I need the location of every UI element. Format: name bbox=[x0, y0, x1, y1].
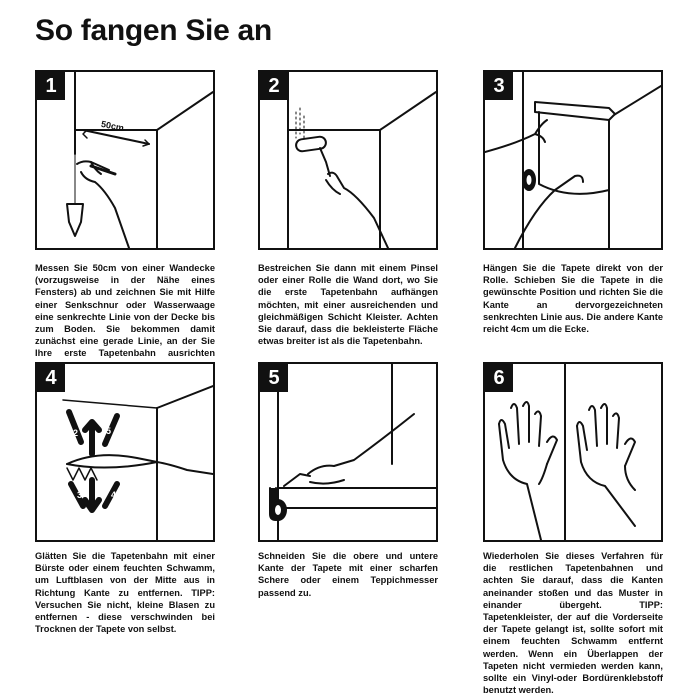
step-2-text: Bestreichen Sie dann mit einem Pinsel oder einer Rolle die Wand dort, wo Sie die erste Tapetenbahn aufhängen möchten, mit einer ausreichenden und gleichmäßigen Schicht Kleister. Achten Sie darauf, dass die bekleisterte Fläche etwas breiter ist als die Tapetenbahn. bbox=[258, 263, 438, 347]
step-1-number: 1 bbox=[37, 72, 65, 100]
step-4-number: 4 bbox=[37, 364, 65, 392]
step-4-illustration bbox=[35, 362, 215, 542]
arrow-label-2: 2 bbox=[73, 428, 79, 438]
step-5-illustration bbox=[258, 362, 438, 542]
step-5-number: 5 bbox=[260, 364, 288, 392]
step-1-text: Messen Sie 50cm von einer Wandecke (vorzugsweise in der Nähe eines Fensters) ab und zeichnen Sie mit Hilfe einer Senkschnur oder Wasserwaage eine senkrechte Linie von der Decke bis zum Boden. Sie bekommen damit zunächst eine gerade Linie, an der Sie Ihre erste Tapetenbahn ausrichten bbox=[35, 263, 215, 359]
step-6-number: 6 bbox=[485, 364, 513, 392]
step-4-text: Glätten Sie die Tapetenbahn mit einer Bürste oder einem feuchten Schwamm, um Luftblasen von der Mitte aus in Richtung Kante zu entfernen. TIPP: Versuchen Sie nicht, kleine Blasen zu entfernen - diese verschwinden bei Trocknen der Tapete von selbst. bbox=[35, 551, 215, 635]
step-6-text: Wiederholen Sie dieses Verfahren für die restlichen Tapetenbahnen und achten Sie darauf, dass die Kanten aneinander stoßen und das Muster in einander übergeht. TIPP: Tapetenkleister, der auf die Vorderseite der Tapete gelangt ist, sollte sofort mit einem feuchten Schwamm entfernt werden. Wenn ein Überlappen der Tapeten nicht vermieden werden kann, sollte ein Vinyl-oder Bordürenklebstoff benutzt werden. bbox=[483, 551, 663, 696]
arrow-label-4: 4 bbox=[111, 490, 117, 500]
step-3-text: Hängen Sie die Tapete direkt von der Rolle. Schieben Sie die Tapete in die gewünschte Position und richten Sie die Kante an dervorgezeichneten senkrechten Linie aus. Die andere Kante reicht 4cm um die Ecke. bbox=[483, 263, 663, 335]
step-1-measure-label: 50cm bbox=[100, 118, 125, 134]
step-2-number: 2 bbox=[260, 72, 288, 100]
step-2-illustration bbox=[258, 70, 438, 250]
step-3-number: 3 bbox=[485, 72, 513, 100]
arrow-label-5: 5 bbox=[106, 426, 112, 436]
step-5-text: Schneiden Sie die obere und untere Kante der Tapete mit einer scharfen Schere oder einem Teppichmesser passend zu. bbox=[258, 551, 438, 598]
arrow-label-3: 3 bbox=[77, 490, 83, 500]
page-title: So fangen Sie an bbox=[35, 14, 272, 47]
step-1-illustration bbox=[35, 70, 215, 250]
step-3-illustration bbox=[483, 70, 663, 250]
arrow-label-1: 1 bbox=[123, 426, 129, 436]
step-6-illustration bbox=[483, 362, 663, 542]
